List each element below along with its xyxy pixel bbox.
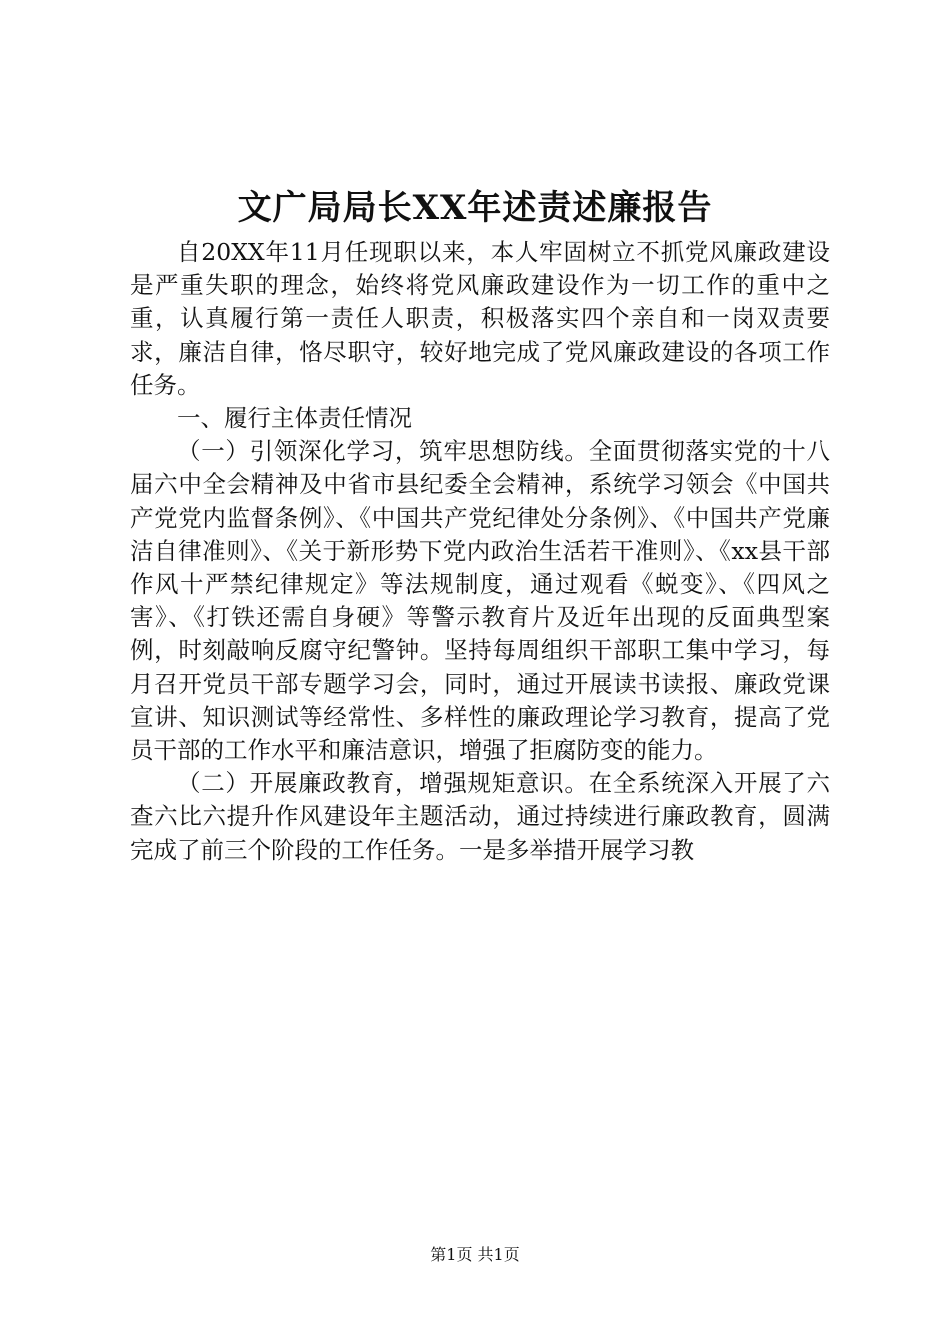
page-footer: 第1页 共1页 [430,1245,520,1264]
section-heading-1: 一、履行主体责任情况 [177,404,412,433]
document-title: 文广局局长XX年述责述廉报告 [237,188,713,228]
document-body [130,236,830,867]
paragraph-intro: 自20XX年11月任现职以来，本人牢固树立不抓党风廉政建设是严重失职的理念，始终将党风廉政建设作为一切工作的重中之重，认真履行第一责任人职责，积极落实四个亲自和一岗双责要求，廉洁自律，恪尽职守，较好地完成了党风廉政建设的各项工作任务。 [130,238,830,399]
paragraph-education: （二）开展廉政教育，增强规矩意识。在全系统深入开展了六查六比六提升作风建设年主题活动，通过持续进行廉政教育，圆满完成了前三个阶段的工作任务。一是多举措开展学习教 [130,769,830,864]
paragraph-study: （一）引领深化学习，筑牢思想防线。全面贯彻落实党的十八届六中全会精神及中省市县纪委全会精神，系统学习领会《中国共产党党内监督条例》、《中国共产党纪律处分条例》、《中国共产党廉洁自律准则》、《关于新形势下党内政治生活若干准则》、《xx县干部作风十严禁纪律规定》等法规制度，通过观看《蜕变》、《四风之害》、《打铁还需自身硬》等警示教育片及近年出现的反面典型案例，时刻敲响反腐守纪警钟。坚持每周组织干部职工集中学习，每月召开党员干部专题学习会，同时，通过开展读书读报、廉政党课宣讲、知识测试等经常性、多样性的廉政理论学习教育，提高了党员干部的工作水平和廉洁意识，增强了拒腐防变的能力。 [130,437,830,765]
